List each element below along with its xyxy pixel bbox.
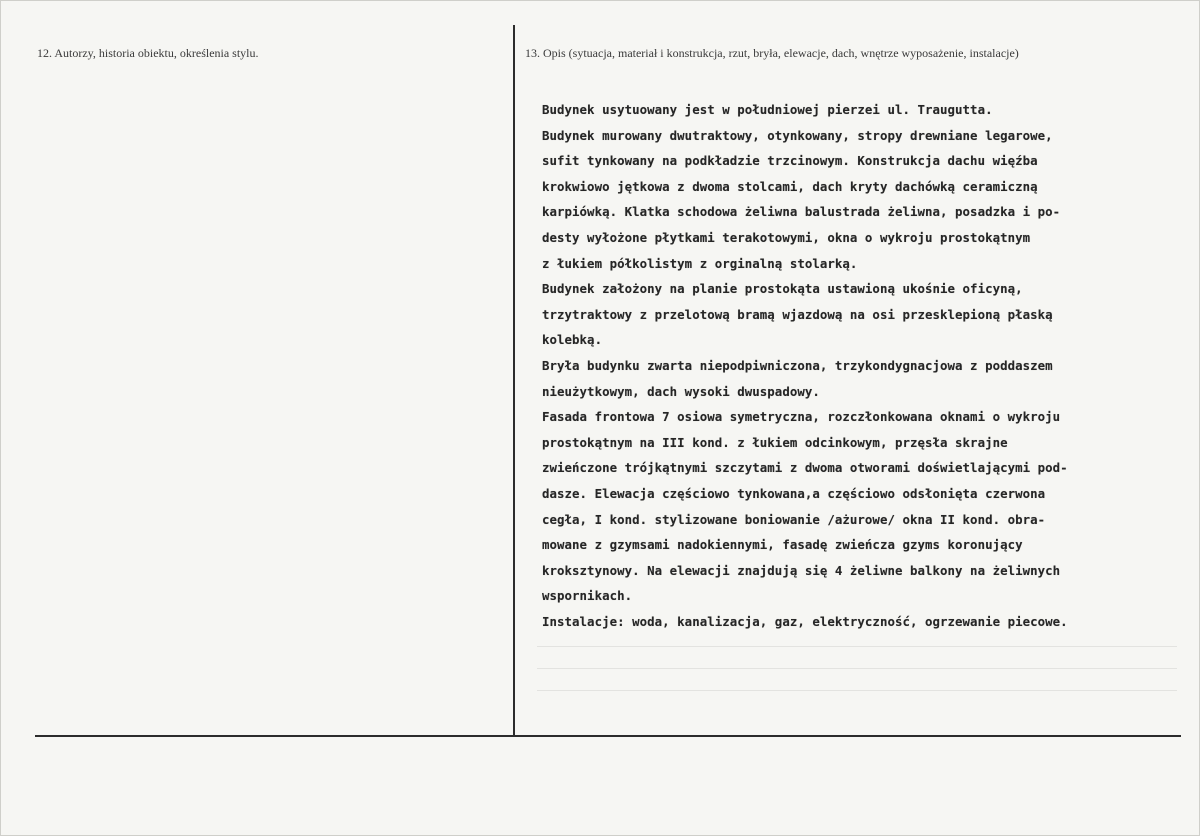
description-line: prostokątnym na III kond. z łukiem odcinkowym, przęsła skrajne	[542, 434, 1008, 450]
description-line: cegła, I kond. stylizowane boniowanie /ażurowe/ okna II kond. obra-	[542, 511, 1046, 527]
description-line: Budynek murowany dwutraktowy, otynkowany, stropy drewniane legarowe,	[542, 127, 1053, 143]
description-line: nieużytkowym, dach wysoki dwuspadowy.	[542, 383, 820, 399]
description-line: trzytraktowy z przelotową bramą wjazdową na osi przesklepioną płaską	[542, 306, 1053, 322]
description-line: zwieńczone trójkątnymi szczytami z dwoma otworami doświetlającymi pod-	[542, 460, 1068, 476]
show-through-texture	[537, 641, 1177, 701]
description-line: desty wyłożone płytkami terakotowymi, okna o wykroju prostokątnym	[542, 229, 1031, 245]
description-line: wspornikach.	[542, 588, 633, 604]
description-line: Budynek usytuowany jest w południowej pierzei ul. Traugutta.	[542, 102, 993, 117]
description-typed-text	[542, 97, 1182, 634]
description-line: mowane z gzymsami nadokiennymi, fasadę zwieńcza gzyms koronujący	[542, 537, 1023, 553]
description-line: karpiówką. Klatka schodowa żeliwna balustrada żeliwna, posadzka i po-	[542, 204, 1061, 220]
bottom-rule	[35, 735, 1181, 737]
description-line: Budynek założony na planie prostokąta ustawioną ukośnie oficyną,	[542, 281, 1023, 297]
column-divider	[513, 25, 515, 737]
description-line: kroksztynowy. Na elewacji znajdują się 4 żeliwne balkony na żeliwnych	[542, 562, 1061, 578]
description-line: kolebką.	[542, 332, 603, 348]
description-line: dasze. Elewacja częściowo tynkowana,a częściowo odsłonięta czerwona	[542, 485, 1046, 501]
description-line: z łukiem półkolistym z orginalną stolarką.	[542, 255, 858, 271]
description-label: 13. Opis (sytuacja, materiał i konstrukcja, rzut, bryła, elewacje, dach, wnętrze wyposażenie, instalacje)	[525, 46, 1019, 60]
description-line: sufit tynkowany na podkładzie trzcinowym. Konstrukcja dachu więźba	[542, 153, 1038, 169]
authors-history-style-label: 12. Autorzy, historia obiektu, określenia stylu.	[37, 46, 259, 60]
description-line: Instalacje: woda, kanalizacja, gaz, elektryczność, ogrzewanie piecowe.	[542, 613, 1068, 629]
description-line: krokwiowo jętkowa z dwoma stolcami, dach kryty dachówką ceramiczną	[542, 178, 1038, 194]
description-line: Fasada frontowa 7 osiowa symetryczna, rozczłonkowana oknami o wykroju	[542, 409, 1061, 425]
description-line: Bryła budynku zwarta niepodpiwniczona, trzykondygnacjowa z poddaszem	[542, 357, 1053, 373]
